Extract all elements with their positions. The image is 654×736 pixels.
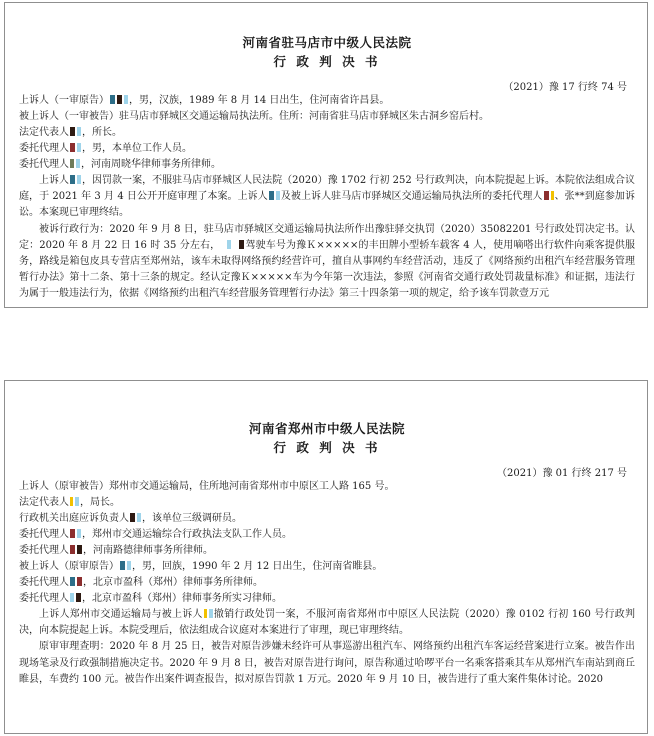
party-line <box>19 591 635 607</box>
judgment-document-2 <box>4 380 648 734</box>
redaction-mark <box>76 593 81 602</box>
text-span: ，北京市盈科（郑州）律师事务所律师。 <box>83 577 263 588</box>
text-span: 及被上诉人驻马店市驿城区交通运输局执法所的委托代理人 <box>280 191 543 203</box>
redaction-mark <box>209 609 213 618</box>
text-span: 驾驶车号为豫Ｋ×××××的丰田牌小型轿车载客 4 人，使用嘀嗒出行软件向乘客提供服务，路线是箱包皮具专营店至郑州站，该车未取得网络预约经营许可，擅自从事网约车经营活动，违反了《网络预约出租汽车经营服务管理暂行办法》第十二条、第十三条的规定。经认定豫Ｋ×××××车为今年第一次违法，参照《河南省交通行政处罚裁量标准》和证据，违法行为属于一般违法行为，依据《网络预约出租汽车经营服务管理暂行办法》第三十四条第一项的规定，给予该车罚款壹万元 <box>19 239 636 300</box>
redaction-mark <box>127 561 131 570</box>
text-span: ，局长。 <box>80 497 120 508</box>
procedure-paragraph <box>19 607 635 639</box>
text-span: 委托代理人 <box>19 593 69 604</box>
redaction-mark <box>276 191 280 200</box>
text-span: 法定代表人 <box>19 127 69 138</box>
redaction-mark <box>70 593 74 602</box>
text-span: 委托代理人 <box>19 143 69 154</box>
judgment-document-1 <box>4 2 648 308</box>
redaction-mark <box>75 497 79 506</box>
redaction-mark <box>137 513 141 522</box>
party-line <box>19 157 635 173</box>
redaction-mark <box>70 175 75 184</box>
redaction-mark <box>117 95 122 104</box>
party-line <box>19 527 635 543</box>
text-span: ，该单位三级调研员。 <box>142 513 242 524</box>
redaction-mark <box>269 191 274 200</box>
party-line <box>19 109 635 125</box>
court-name: 河南省驻马店市中级人民法院 <box>242 35 412 50</box>
text-span: ，河南路德律师事务所律师。 <box>83 545 213 556</box>
text-span: 被诉行政行为：2020 年 9 月 8 日，驻马店市驿城区交通运输局执法所作出豫驻驿交执罚（2020）35082201 号行政处罚决定书。认定：2020 年 8 月 22 日 16 时 35 分左右， <box>19 223 635 251</box>
case-number: （2021）豫 17 行终 74 号 <box>503 82 627 93</box>
text-span: 行政机关出庭应诉负责人 <box>19 513 129 524</box>
redaction-mark <box>70 497 73 506</box>
party-line <box>19 543 635 559</box>
text-span: ，北京市盈科（郑州）律师事务所实习律师。 <box>82 593 282 604</box>
redaction-mark <box>130 513 135 522</box>
party-line <box>19 495 635 511</box>
text-span: 委托代理人 <box>19 545 69 556</box>
redaction-mark <box>77 529 81 538</box>
redaction-mark <box>77 143 81 152</box>
text-span: 上诉人郑州市交通运输局与被上诉人 <box>39 609 203 620</box>
party-line <box>19 93 635 109</box>
facts-paragraph <box>19 222 635 303</box>
text-span: ，男，本单位工作人员。 <box>82 143 192 154</box>
text-span: ，郑州市交通运输综合行政执法支队工作人员。 <box>82 529 292 540</box>
redaction-mark <box>70 127 75 136</box>
redaction-mark <box>124 95 128 104</box>
text-span: 撤销行政处罚一案，不服河南省郑州市中原区人民法院（2020）豫 0102 行初 160 号行政判决，向本院提起上诉。本院受理后，依法组成合议庭对本案进行了审理，现已审理终结。 <box>19 609 636 637</box>
procedure-paragraph <box>19 173 635 222</box>
text-span: 委托代理人 <box>19 159 69 170</box>
party-line <box>19 559 635 575</box>
party-line <box>19 575 635 591</box>
party-line <box>19 511 635 527</box>
redaction-mark <box>120 561 125 570</box>
redaction-mark <box>77 577 82 586</box>
redaction-mark <box>77 545 82 554</box>
text-span: ，男，回族，1990 年 2 月 12 日出生，住河南省睢县。 <box>132 561 383 572</box>
text-span: 被上诉人（原审原告） <box>19 561 119 572</box>
document-title: 行 政 判 决 书 <box>273 440 381 455</box>
redaction-mark <box>227 240 231 249</box>
redaction-mark <box>239 240 244 249</box>
text-span: 上诉人（原审被告）郑州市交通运输局，住所地河南省郑州市中原区工人路 165 号。 <box>19 481 395 492</box>
text-span: 上诉人（一审原告） <box>19 95 109 106</box>
redaction-mark <box>110 95 115 104</box>
text-span: 被上诉人（一审被告）驻马店市驿城区交通运输局执法所。住所：河南省驻马店市驿城区朱古洞乡窑后村。 <box>19 111 489 122</box>
redaction-mark <box>70 143 75 152</box>
party-line <box>19 125 635 141</box>
redaction-mark <box>551 191 554 200</box>
redaction-mark <box>77 175 81 184</box>
text-span: 原审审理查明：2020 年 8 月 25 日，被告对原告涉嫌未经许可从事巡游出租汽车、网络预约出租汽车客运经营案进行立案。被告作出现场笔录及行政强制措施决定书。2020 年 9 月 8 日，被告对原告进行询问，原告称通过哈啰平台一名乘客搭乘其车从郑州汽车南站到商丘睢县，车费约 100 元。被告作出案件调查报告，拟对原告罚款 1 万元。2020 年 9 月 10 日，被告进行了重大案件集体讨论。2020 <box>19 641 635 685</box>
redaction-mark <box>70 159 74 168</box>
text-span: ，男，汉族，1989 年 8 月 14 日出生，住河南省许昌县。 <box>129 95 390 106</box>
redaction-mark <box>70 529 75 538</box>
facts-paragraph <box>19 639 635 688</box>
redaction-mark <box>70 545 75 554</box>
document-title: 行 政 判 决 书 <box>273 54 381 69</box>
court-name: 河南省郑州市中级人民法院 <box>248 421 405 436</box>
party-line <box>19 479 635 495</box>
text-span: ，因罚款一案，不服驻马店市驿城区人民法院（2020）豫 1702 行初 252 号行政判决，向本院提起上诉。本院依法组成合议庭，于 2021 年 3 月 4 日公开开庭审理了本案。上诉人 <box>19 175 636 203</box>
text-span: 委托代理人 <box>19 529 69 540</box>
redaction-mark <box>76 159 80 168</box>
text-span: 上诉人 <box>39 175 70 186</box>
text-span: 法定代表人 <box>19 497 69 508</box>
redaction-mark <box>204 609 207 618</box>
redaction-mark <box>70 577 75 586</box>
text-span: ，所长。 <box>82 127 122 138</box>
text-span: ，河南周晓华律师事务所律师。 <box>81 159 221 170</box>
redaction-mark <box>77 127 81 136</box>
redaction-mark <box>544 191 549 200</box>
text-span: 委托代理人 <box>19 577 69 588</box>
text-span: 、张**到庭参加诉讼。本案现已审理终结。 <box>19 191 635 219</box>
party-line <box>19 141 635 157</box>
case-number: （2021）豫 01 行终 217 号 <box>497 468 627 479</box>
